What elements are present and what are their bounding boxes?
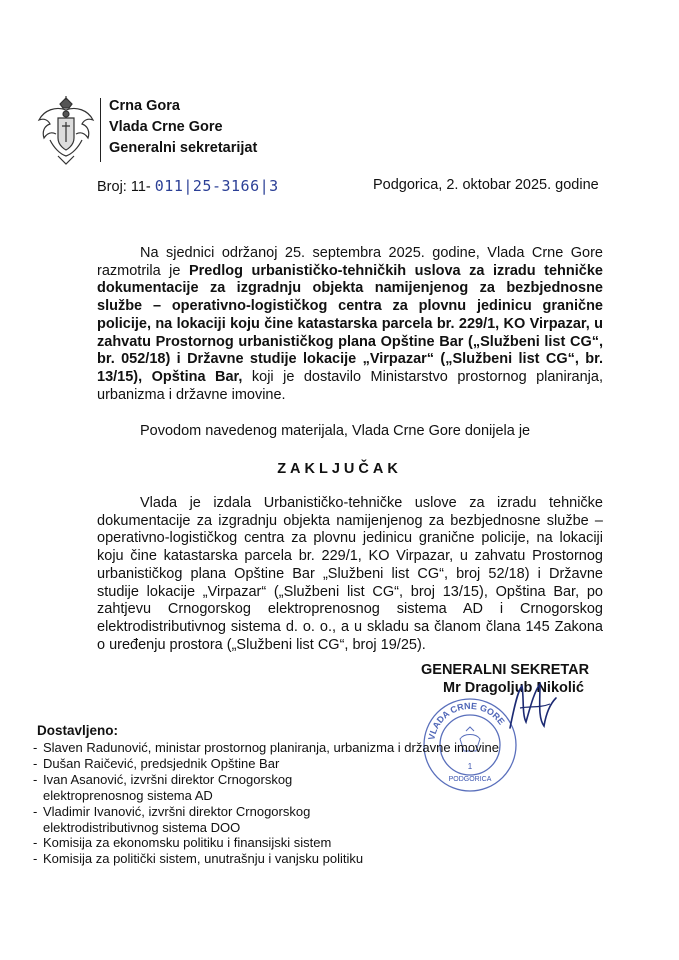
session-outro: koji je dostavilo Ministarstvo prostornog planiranja, urbanizma i državne imovine. xyxy=(97,368,603,403)
stamp-ring-text: VLADA CRNE GORE xyxy=(426,700,507,741)
reference-label: Broj: 11- xyxy=(97,179,151,195)
list-item: - Ivan Asanović, izvršni direktor Crnogorskog elektroprenosnog sistema AD xyxy=(33,772,499,804)
conclusion-heading: ZAKLJUČAK xyxy=(277,461,402,477)
header-secretariat: Generalni sekretarijat xyxy=(109,140,258,156)
stamp-number: 1 xyxy=(467,762,473,771)
session-paragraph xyxy=(97,245,603,404)
signatory-name: Mr Dragoljub Nikolić xyxy=(443,680,584,696)
stamp-city: PODGORICA xyxy=(448,776,492,783)
header-country: Crna Gora xyxy=(109,98,180,114)
list-item: - Komisija za ekonomsku politiku i finansijski sistem xyxy=(33,835,499,851)
distribution-title: Dostavljeno: xyxy=(37,723,119,738)
list-item: - Dušan Raičević, predsjednik Opštine Bar xyxy=(33,756,499,772)
list-item: - Komisija za politički sistem, unutrašnju i vanjsku politiku xyxy=(33,851,499,867)
signatory-title: GENERALNI SEKRETAR xyxy=(421,662,590,678)
conclusion-paragraph: Vlada je izdala Urbanističko-tehničke uslove za izradu tehničke dokumentacije za izgradnju objekta namijenjenog za bezbjednosne službe – operativno-logističkog centra za plovnu jedinicu granične policije, na lokaciji koju čine katastarska parcela br. 229/1, KO Virpazar, u zahvatu Prostornog urbanističkog plana Opštine Bar „Službeni list CG“, broj 52/18) i Državne studije lokacije „Virpazar“ („Službeni list CG“, broj 13/15), Opština Bar, po zahtjevu Crnogorskog elektroprenosnog sistema AD i Crnogorskog elektrodistributivnog sistema d. o. o., a u skladu sa članom člana 145 Zakona o uređenju prostora („Službeni list CG“, broj 19/25). xyxy=(97,495,603,653)
session-intro: Na sjednici održanoj 25. septembra 2025. godine, Vlada Crne Gore razmotrila je xyxy=(97,245,603,279)
handwritten-signature xyxy=(500,678,560,738)
reference-number xyxy=(97,177,279,195)
coat-of-arms-icon xyxy=(36,96,96,166)
list-item: - Vladimir Ivanović, izvršni direktor Crnogorskog elektrodistributivnog sistema DOO xyxy=(33,804,499,836)
header-government: Vlada Crne Gore xyxy=(109,119,223,135)
header-divider xyxy=(100,98,101,162)
reference-handwritten-number: 011|25-3166|3 xyxy=(154,177,279,195)
document-date: Podgorica, 2. oktobar 2025. godine xyxy=(373,177,599,193)
proposal-title: Predlog urbanističko-tehničkih uslova za izradu tehničke dokumentacije za izgradnju objekta namijenjenog za bezbjednosne službe – operativno-logističkog centra za plovnu jedinicu granične policije, na lokaciji koju čine katastarska parcela br. 229/1, KO Virpazar, u zahvatu Prostornog urbanističkog plana Opštine Bar („Službeni list CG“, br. 052/18) i Državne studije lokacije „Virpazar“ („Službeni list CG“, br. 13/15), Opština Bar, xyxy=(97,262,603,385)
list-item: - Slaven Radunović, ministar prostornog planiranja, urbanizma i državne imovine xyxy=(33,740,499,756)
decision-intro: Povodom navedenog materijala, Vlada Crne Gore donijela je xyxy=(140,423,531,439)
distribution-list xyxy=(33,740,499,867)
